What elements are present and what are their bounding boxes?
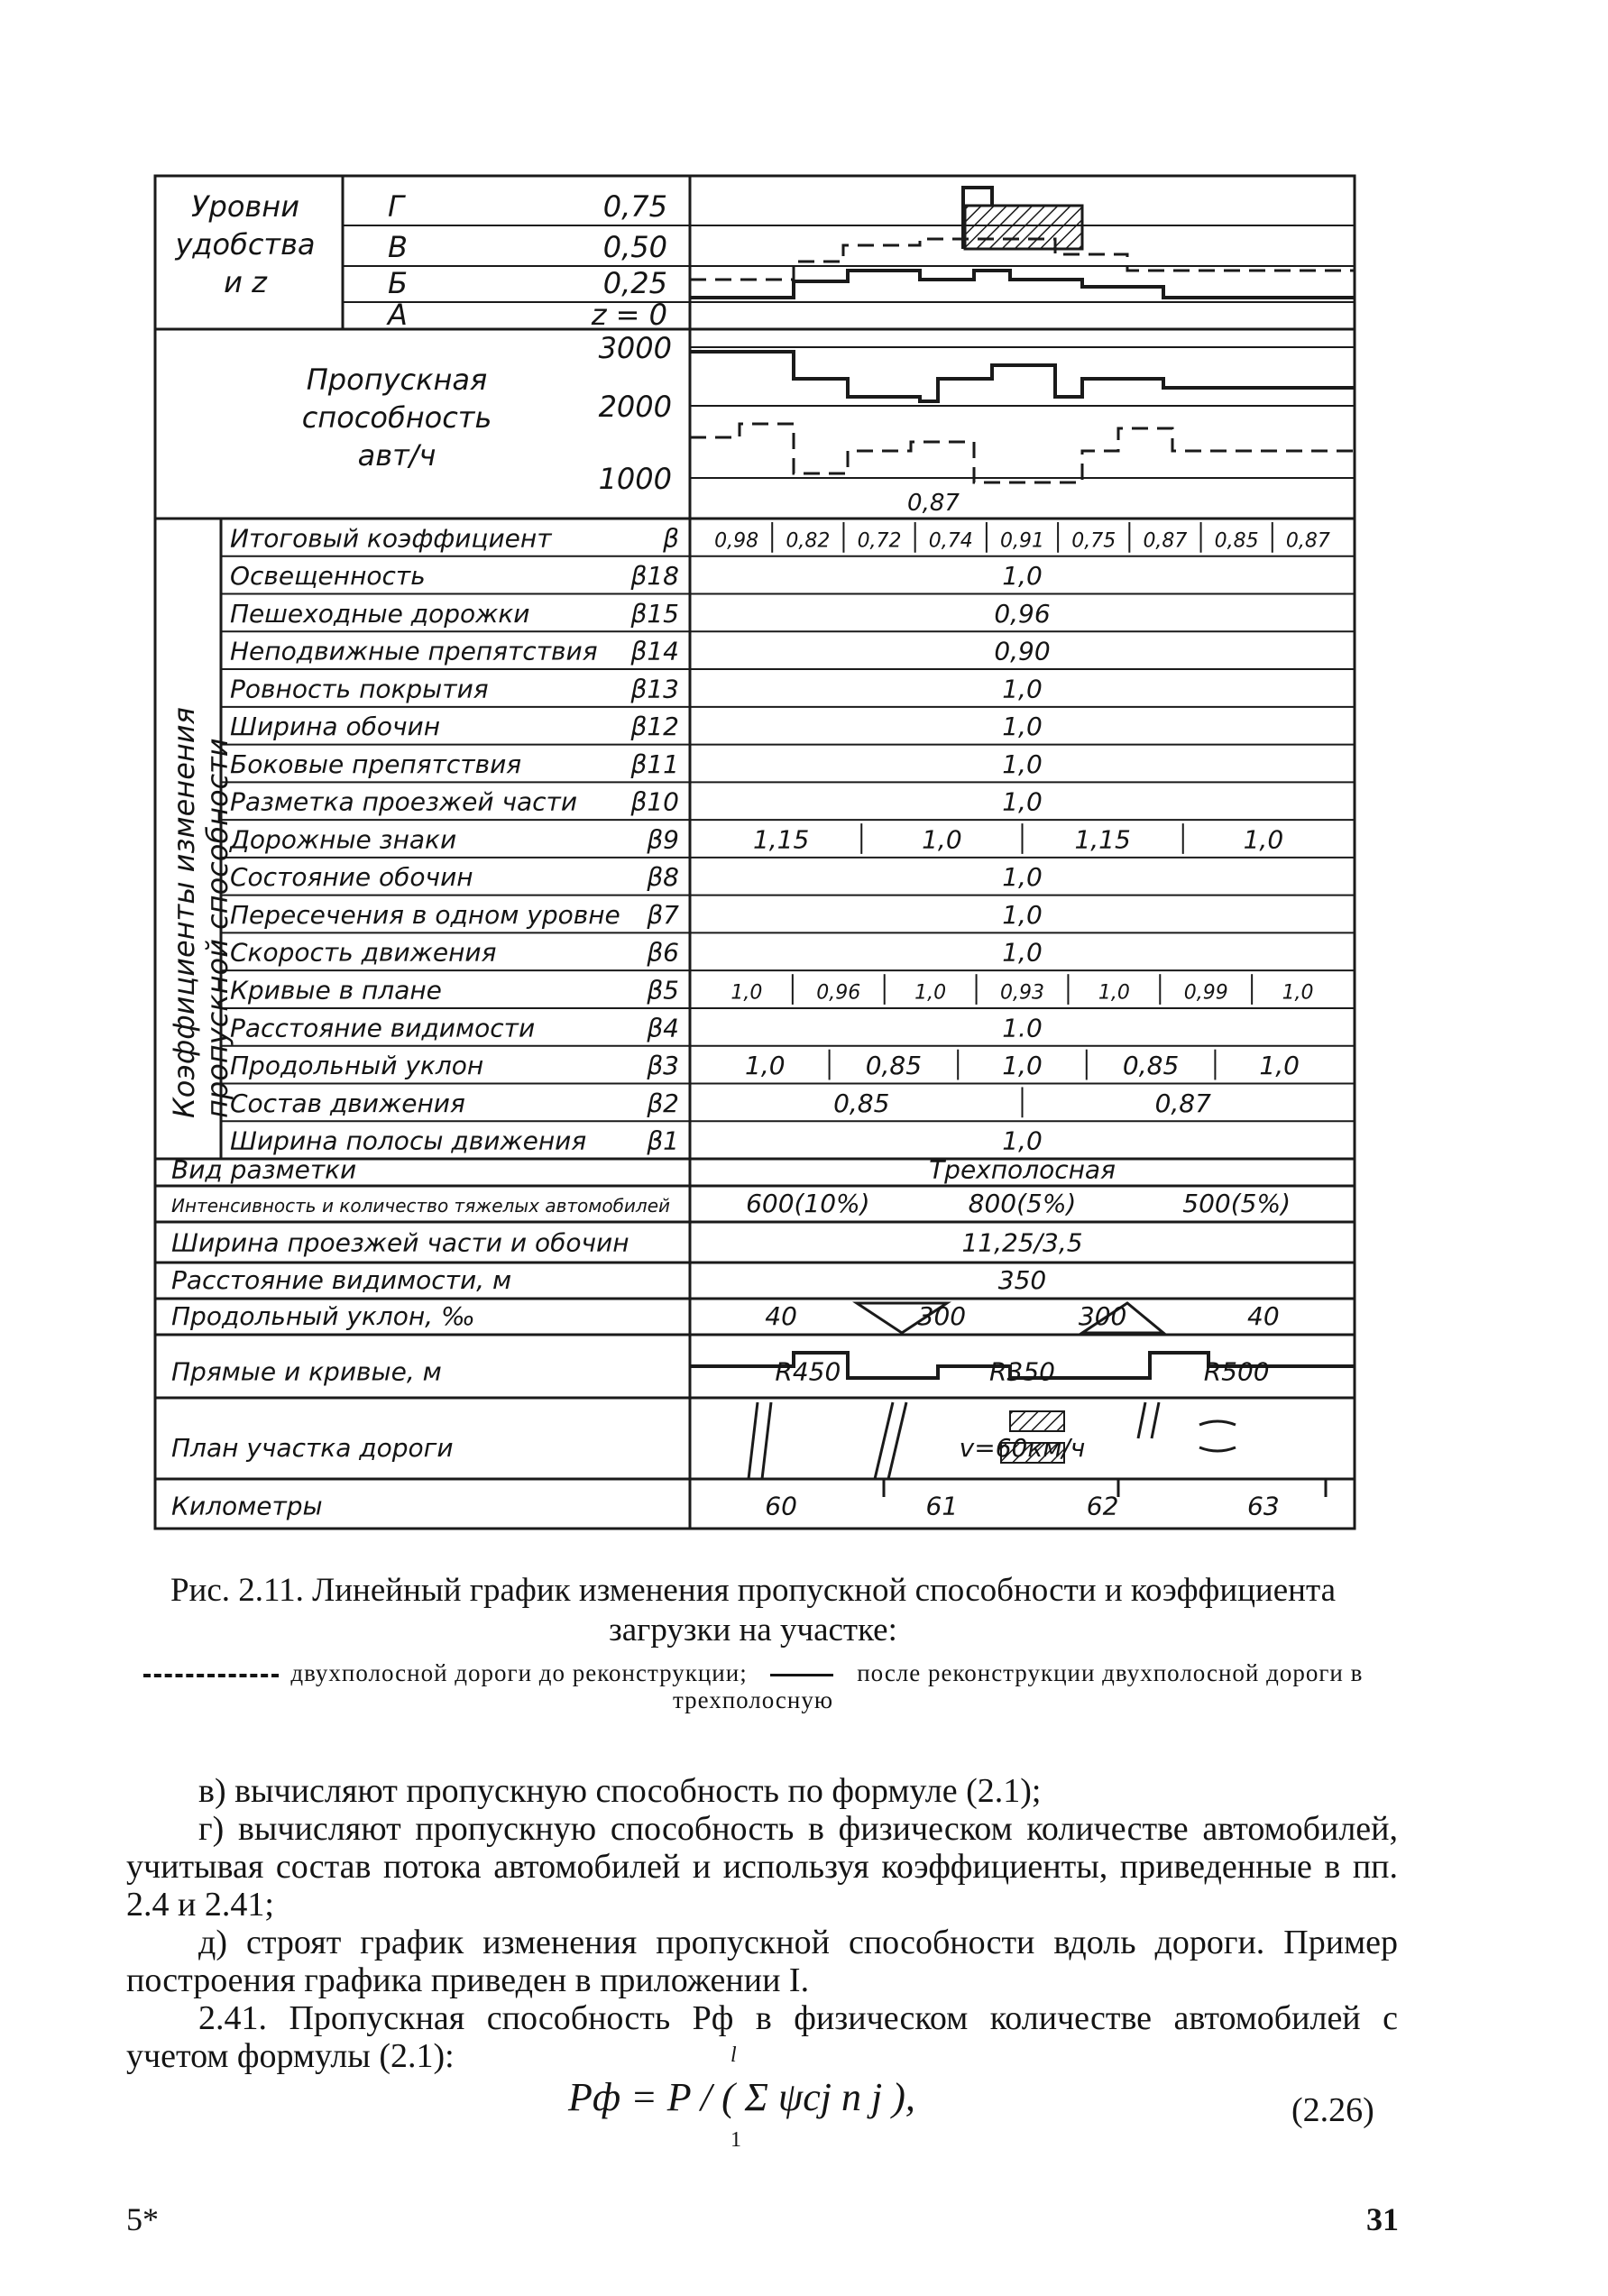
coef-row-name: Состояние обочин: [230, 862, 473, 893]
level-z-b: 0,25: [602, 266, 667, 300]
coef-row-name: Продольный уклон: [230, 1051, 484, 1081]
dashed-line-swatch: [143, 1674, 279, 1677]
coef-cell-value: 1,0: [1098, 981, 1130, 1005]
coef-cell-value: 1,0: [745, 1051, 786, 1081]
page-number: 31: [1366, 2201, 1399, 2237]
capacity-tick-2000: 2000: [598, 390, 672, 424]
coef-row-name: Ровность покрытия: [230, 674, 489, 704]
coef-cell-value: 0,93: [1000, 981, 1044, 1005]
bottom-row-value: R350: [989, 1356, 1055, 1387]
coef-cell-value: 0,96: [994, 598, 1051, 629]
level-letter-g: Г: [388, 189, 404, 224]
bottom-row-label: Интенсивность и количество тяжелых автомобилей: [171, 1194, 670, 1217]
coef-row-symbol: β11: [630, 748, 679, 779]
coef-cell-value: 1,0: [1002, 1051, 1043, 1081]
coef-row-name: Неподвижные препятствия: [230, 636, 598, 666]
coef-row-symbol: β1: [647, 1125, 679, 1156]
capacity-title-2: способность: [301, 400, 492, 435]
coef-cell-value: 1,0: [1002, 899, 1043, 930]
coef-cell-value: 1,0: [1282, 981, 1314, 1005]
coef-cell-value: 0,75: [1071, 529, 1116, 553]
coef-cell-value: 0,85: [865, 1051, 923, 1081]
coef-row-name: Дорожные знаки: [230, 824, 457, 855]
bottom-row-value: 800(5%): [968, 1188, 1077, 1218]
bottom-row-value: R450: [775, 1356, 841, 1387]
paragraph-241: 2.41. Пропускная способность Pф в физическом количестве автомобилей с учетом формулы (2.1):: [126, 1999, 1398, 2075]
bottom-row-value: 600(10%): [746, 1188, 870, 1218]
level-letter-b: Б: [388, 266, 408, 300]
comfort-title-1: Уровни: [191, 189, 299, 224]
bottom-row-value: 500(5%): [1182, 1188, 1291, 1218]
coef-cell-value: 1,0: [1002, 786, 1043, 817]
coef-cell-value: 1,0: [922, 824, 962, 855]
coef-cell-value: 0,82: [786, 529, 831, 553]
capacity-before-line: [690, 424, 1355, 482]
coef-row-symbol: β14: [630, 636, 679, 666]
coef-cell-value: 0,96: [816, 981, 861, 1005]
legend-dashed-text: двухполосной дороги до реконструкции;: [290, 1659, 748, 1686]
bottom-row-label: Вид разметки: [171, 1154, 357, 1185]
comfort-after-line: [690, 271, 1355, 298]
coef-cell-value: 0,72: [857, 529, 902, 553]
level-z-g: 0,75: [602, 189, 667, 224]
bottom-row-value: Трехполосная: [929, 1154, 1116, 1185]
formula-lower: 1: [730, 2128, 741, 2152]
capacity-title-3: авт/ч: [357, 438, 436, 473]
bottom-row-value: v=60км/ч: [959, 1432, 1086, 1463]
coef-row-symbol: β18: [630, 561, 679, 592]
comfort-title-3: и z: [224, 265, 267, 299]
bottom-row-value: R500: [1203, 1356, 1270, 1387]
coef-row-symbol: β15: [630, 598, 679, 629]
coef-cell-value: 1,0: [1002, 937, 1043, 968]
coef-row-name: Боковые препятствия: [230, 748, 522, 779]
coef-group-label-2: пропускной способности: [200, 738, 234, 1118]
coef-row-name: Расстояние видимости: [230, 1013, 536, 1043]
bottom-row-value: 61: [925, 1491, 959, 1521]
coef-cell-value: 1.0: [1002, 1013, 1043, 1043]
coef-cell-value: 0,74: [928, 529, 973, 553]
coef-cell-value: 1,0: [914, 981, 947, 1005]
coef-cell-value: 1,0: [1002, 561, 1043, 592]
coef-cell-value: 1,0: [730, 981, 763, 1005]
coef-cell-value: 1,0: [1002, 674, 1043, 704]
formula-number: (2.26): [1291, 2091, 1374, 2129]
coef-cell-value: 1,0: [1259, 1051, 1300, 1081]
coef-cell-value: 1,0: [1243, 824, 1284, 855]
coef-cell-value: 1,0: [1002, 748, 1043, 779]
coef-row-symbol: β6: [647, 937, 679, 968]
coef-cell-value: 0,87: [1143, 529, 1188, 553]
coef-cell-value: 1,0: [1002, 1125, 1043, 1156]
formula-text: Pф = P / ( Σ ψcj n j ),: [568, 2075, 915, 2119]
coef-row-symbol: β5: [647, 975, 679, 1006]
coef-cell-value: 0,98: [714, 529, 759, 553]
bottom-row-label: Продольный уклон, ‰: [171, 1300, 475, 1331]
bottom-row-label: Километры: [171, 1491, 323, 1521]
coef-row-name: Пешеходные дорожки: [230, 598, 530, 629]
coef-row-name: Ширина полосы движения: [230, 1125, 587, 1156]
legend-solid-text: после реконструкции двухполосной дороги в трехполосную: [672, 1659, 1364, 1713]
coef-row-symbol: β4: [647, 1013, 679, 1043]
paragraph-d: д) строят график изменения пропускной способности вдоль дороги. Пример построения графика приведен в приложении I.: [126, 1924, 1398, 1999]
capacity-tick-1000: 1000: [598, 462, 672, 496]
coef-row-name: Пересечения в одном уровне: [230, 899, 620, 930]
coef-cell-value: 0,99: [1183, 981, 1228, 1005]
coef-row-symbol: β10: [630, 786, 679, 817]
level-z-v: 0,50: [602, 230, 667, 264]
bottom-row-value: 63: [1247, 1491, 1280, 1521]
solid-line-swatch: [770, 1674, 833, 1676]
coef-row-symbol: β8: [647, 862, 679, 893]
coef-cell-value: 0,85: [833, 1088, 890, 1118]
hatched-peak: [965, 206, 1082, 249]
coef-cell-value: 1,15: [752, 824, 810, 855]
body-paragraphs: [126, 1772, 1398, 2075]
level-letter-v: В: [388, 230, 408, 264]
formula-upper: l: [730, 2043, 737, 2067]
coef-row-name: Кривые в плане: [230, 975, 442, 1006]
capacity-after-line: [690, 352, 1355, 401]
page-mark-left: 5*: [126, 2201, 159, 2237]
coef-row-symbol: β2: [647, 1088, 679, 1118]
coef-cell-value: 1,0: [1002, 712, 1043, 742]
level-letter-a: А: [388, 298, 408, 332]
coef-cell-value: 0,85: [1122, 1051, 1180, 1081]
bottom-row-value: 40: [1247, 1300, 1280, 1331]
coef-row-symbol: β: [663, 523, 679, 554]
coef-cell-value: 0,91: [1000, 529, 1044, 553]
coef-cell-value: 0,87: [1154, 1088, 1211, 1118]
coef-row-name: Итоговый коэффициент: [230, 523, 552, 554]
bottom-row-value: 62: [1086, 1491, 1119, 1521]
bottom-row-value: 300: [1078, 1300, 1127, 1331]
bottom-row-value: 300: [917, 1300, 967, 1331]
coef-row-name: Разметка проезжей части: [230, 786, 578, 817]
coef-cell-value: 0,90: [994, 636, 1051, 666]
capacity-tick-3000: 3000: [598, 331, 672, 365]
bottom-row-label: План участка дороги: [171, 1432, 454, 1463]
coef-group-label-1: Коэффициенты изменения: [167, 707, 201, 1118]
coef-row-symbol: β12: [630, 712, 679, 742]
bottom-row-label: Прямые и кривые, м: [171, 1356, 442, 1387]
capacity-below-value: 0,87: [907, 490, 960, 517]
capacity-title-1: Пропускная: [306, 363, 488, 397]
coef-row-name: Освещенность: [230, 561, 426, 592]
coef-row-symbol: β9: [647, 824, 679, 855]
bottom-row-value: 11,25/3,5: [961, 1227, 1083, 1258]
coef-row-name: Ширина обочин: [230, 712, 441, 742]
coef-row-name: Скорость движения: [230, 937, 497, 968]
coef-cell-value: 0,85: [1214, 529, 1259, 553]
coef-row-symbol: β7: [647, 899, 679, 930]
coef-row-name: Состав движения: [230, 1088, 465, 1118]
coef-row-symbol: β13: [630, 674, 679, 704]
formula: [568, 2043, 915, 2152]
comfort-title-2: удобства: [175, 227, 316, 262]
bottom-row-value: 60: [765, 1491, 797, 1521]
figure-legend: [108, 1659, 1398, 1713]
paragraph-g: г) вычисляют пропускную способность в физическом количестве автомобилей, учитывая состав потока автомобилей и используя коэффициенты, приведенные в пп. 2.4 и 2.41;: [126, 1810, 1398, 1924]
figure-caption: Рис. 2.11. Линейный график изменения пропускной способности и коэффициента загрузки на участке:: [170, 1572, 1336, 1649]
coef-row-symbol: β3: [647, 1051, 679, 1081]
paragraph-v: в) вычисляют пропускную способность по формуле (2.1);: [198, 1772, 1042, 1810]
bottom-row-value: 350: [997, 1264, 1047, 1295]
level-z-a: z = 0: [591, 298, 667, 332]
bottom-row-label: Ширина проезжей части и обочин: [171, 1227, 629, 1258]
bottom-row-label: Расстояние видимости, м: [171, 1264, 512, 1295]
coef-cell-value: 0,87: [1285, 529, 1330, 553]
coef-cell-value: 1,15: [1074, 824, 1131, 855]
coef-cell-value: 1,0: [1002, 862, 1043, 893]
bottom-row-value: 40: [765, 1300, 797, 1331]
